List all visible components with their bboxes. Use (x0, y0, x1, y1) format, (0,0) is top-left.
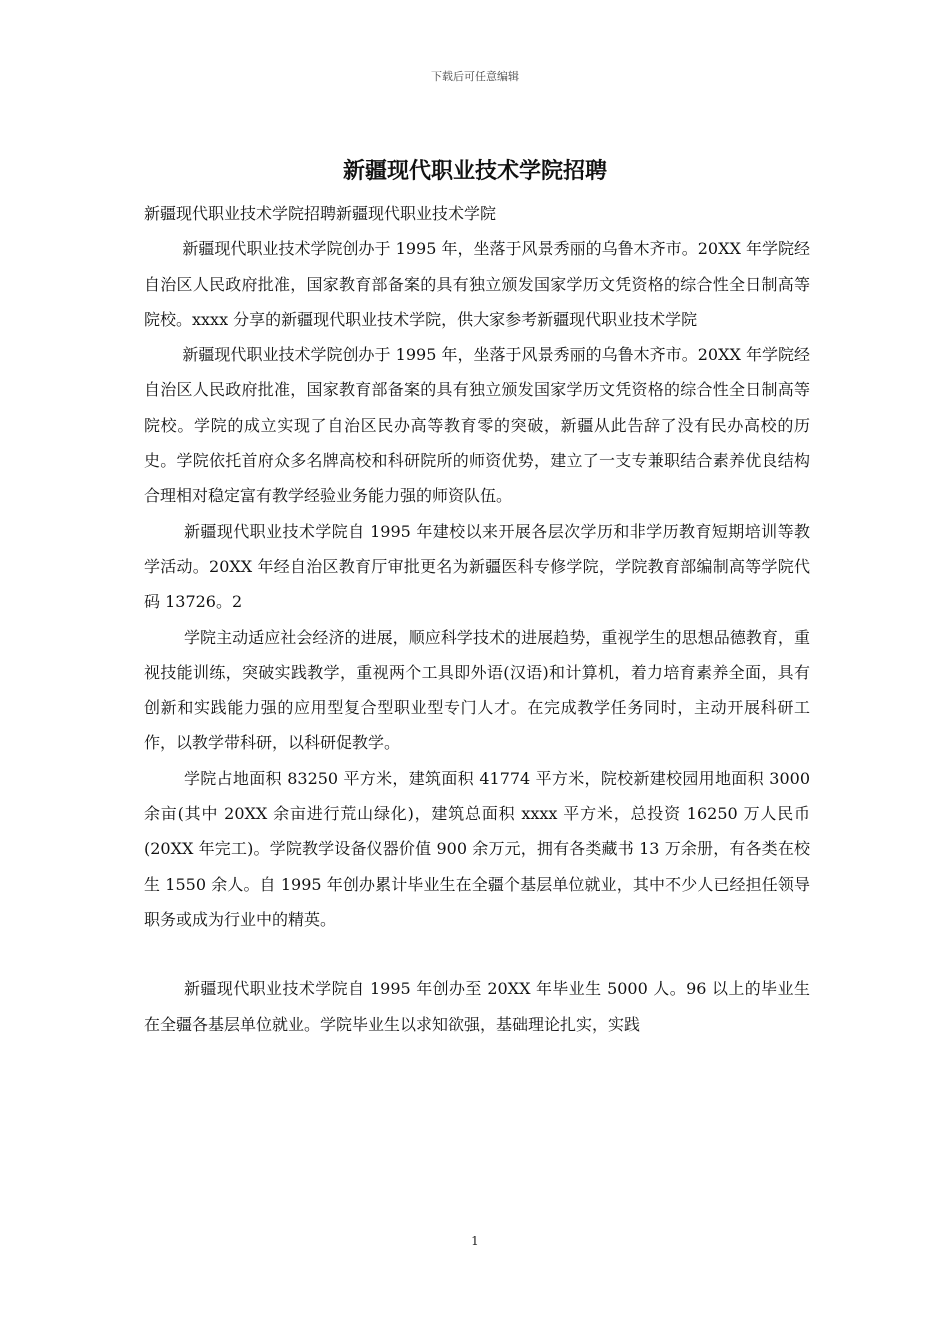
paragraph-campus: 学院占地面积 83250 平方米，建筑面积 41774 平方米，院校新建校园用地面积 3000 余亩(其中 20XX 余亩进行荒山绿化)，建筑总面积 xxxx 平方米，总投资 16250 万人民币(20XX 年完工)。学院教学设备仪器价值 900 余万元，拥有各类藏书 13 万余册，有各类在校生 1550 余人。自 1995 年创办累计毕业生在全疆个基层单位就业，其中不少人已经担任领导职务或成为行业中的精英。 (144, 768, 810, 929)
paragraph-history: 新疆现代职业技术学院自 1995 年建校以来开展各层次学历和非学历教育短期培训等教学活动。20XX 年经自治区教育厅审批更名为新疆医科专修学院，学院教育部编制高等学院代码 13726。2 (144, 521, 810, 612)
paragraph-gap (144, 937, 810, 971)
paragraph-graduates: 新疆现代职业技术学院自 1995 年创办至 20XX 年毕业生 5000 人。96 以上的毕业生在全疆各基层单位就业。学院毕业生以求知欲强，基础理论扎实，实践 (144, 979, 810, 1034)
paragraph-founding: 新疆现代职业技术学院创办于 1995 年，坐落于风景秀丽的乌鲁木齐市。20XX 年学院经自治区人民政府批准，国家教育部备案的具有独立颁发国家学历文凭资格的综合性全日制高等院校。学院的成立实现了自治区民办高等教育零的突破，新疆从此告辞了没有民办高校的历史。学院依托首府众多名牌高校和科研院所的师资优势，建立了一支专兼职结合素养优良结构合理相对稳定富有教学经验业务能力强的师资队伍。 (144, 345, 810, 506)
document-title: 新疆现代职业技术学院招聘 (342, 159, 607, 184)
document-body (144, 196, 810, 1042)
page-number: 1 (471, 1234, 479, 1248)
subtitle-line: 新疆现代职业技术学院招聘新疆现代职业技术学院 (144, 204, 497, 223)
paragraph-intro: 新疆现代职业技术学院创办于 1995 年，坐落于风景秀丽的乌鲁木齐市。20XX 年学院经自治区人民政府批准，国家教育部备案的具有独立颁发国家学历文凭资格的综合性全日制高等院校。xxxx 分享的新疆现代职业技术学院，供大家参考新疆现代职业技术学院 (144, 239, 810, 329)
header-note: 下载后可任意编辑 (431, 70, 519, 83)
paragraph-education: 学院主动适应社会经济的进展，顺应科学技术的进展趋势，重视学生的思想品德教育，重视技能训练，突破实践教学，重视两个工具即外语(汉语)和计算机，着力培育素养全面，具有创新和实践能力强的应用型复合型职业型专门人才。在完成教学任务同时，主动开展科研工作，以教学带科研，以科研促教学。 (144, 627, 810, 753)
